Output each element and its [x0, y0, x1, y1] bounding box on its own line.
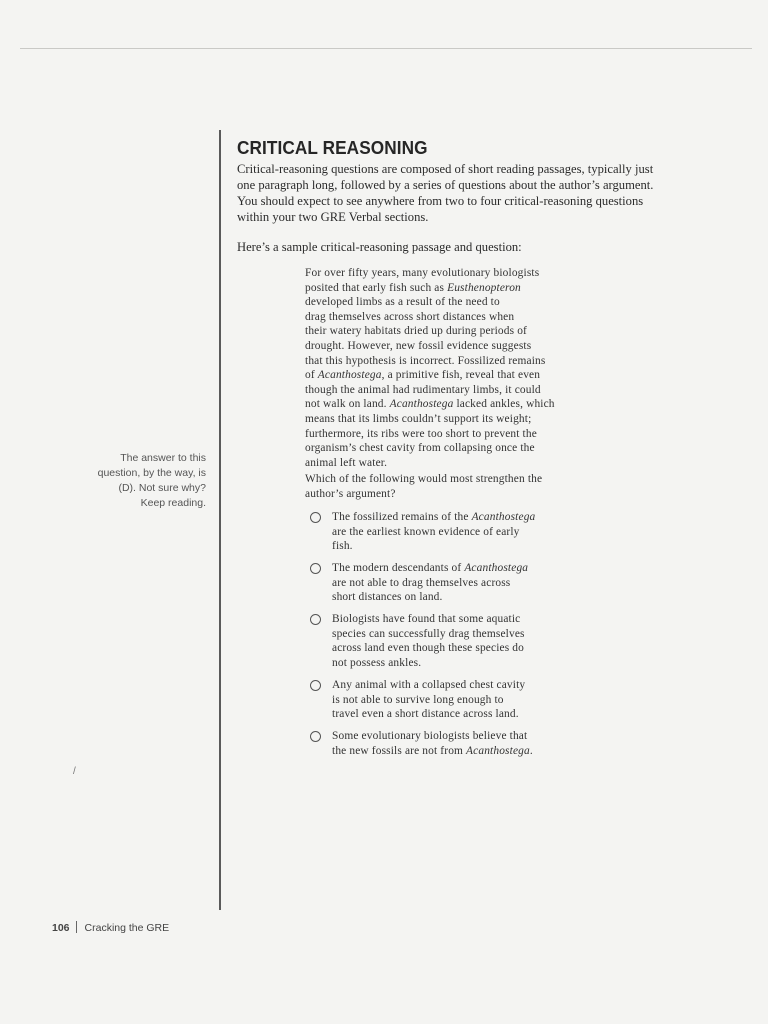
answer-choice-line: the new fossils are not from Acanthostega. [332, 744, 533, 757]
passage-line: though the animal had rudimentary limbs, it could [305, 383, 541, 396]
answer-choice-text [332, 510, 535, 554]
intro-line: Critical-reasoning questions are composed of short reading passages, typically just [237, 162, 654, 176]
passage-line: For over fifty years, many evolutionary biologists [305, 267, 540, 279]
passage-line: organism’s chest cavity from collapsing once the [305, 442, 535, 455]
answer-choice-text [332, 729, 533, 758]
passage-line: of Acanthostega, a primitive fish, reveal that even [305, 369, 541, 382]
answer-choice-line: short distances on land. [332, 591, 443, 604]
radio-circle-icon[interactable] [310, 731, 321, 742]
sidebar-note-line: The answer to this [120, 452, 206, 464]
answer-choice-line: Biologists have found that some aquatic [332, 613, 521, 625]
passage-line: that this hypothesis is incorrect. Fossilized remains [305, 354, 546, 367]
answer-choice-line: are not able to drag themselves across [332, 576, 511, 589]
answer-choice-line: fish. [332, 540, 353, 553]
page-number: 106 [52, 922, 70, 934]
passage-line: developed limbs as a result of the need to [305, 296, 500, 309]
radio-circle-icon[interactable] [310, 680, 321, 691]
intro-line: You should expect to see anywhere from two to four critical-reasoning questions [237, 194, 644, 208]
page-footer [52, 921, 169, 934]
sidebar-note [80, 451, 206, 511]
passage-line: furthermore, its ribs were too short to prevent the [305, 427, 537, 440]
italic-term: Acanthostega [389, 398, 454, 411]
sidebar-note-line: (D). Not sure why? [118, 482, 206, 494]
passage-line: means that its limbs couldn’t support its weight; [305, 412, 532, 425]
italic-term: Acanthostega [464, 562, 529, 574]
intro-paragraph [237, 161, 687, 225]
answer-choice-line: across land even though these species do [332, 642, 524, 655]
sidebar-note-line: Keep reading. [140, 497, 206, 509]
footer-divider [76, 921, 77, 933]
answer-choice-text [332, 678, 525, 722]
passage-line: drag themselves across short distances when [305, 310, 515, 323]
book-title: Cracking the GRE [84, 922, 170, 934]
answer-choice-text [332, 612, 525, 670]
sample-passage [305, 266, 625, 470]
header-rule [20, 48, 752, 49]
answer-choice-line: The fossilized remains of the Acanthostega [332, 511, 536, 523]
passage-line: posited that early fish such as Eusthenopteron [305, 281, 521, 294]
italic-term: Acanthostega [471, 511, 536, 523]
answer-choice-line: Some evolutionary biologists believe that [332, 730, 528, 742]
section-title: CRITICAL REASONING [237, 137, 428, 158]
italic-term: Eusthenopteron [447, 281, 521, 294]
answer-choice-line: are the earliest known evidence of early [332, 525, 520, 538]
italic-term: Acanthostega [466, 744, 530, 757]
italic-term: Acanthostega [317, 369, 382, 382]
answer-choice-line: is not able to survive long enough to [332, 693, 504, 706]
question-line: Which of the following would most strengthen the [305, 473, 543, 485]
radio-circle-icon[interactable] [310, 512, 321, 523]
intro-line: one paragraph long, followed by a series of questions about the author’s argument. [237, 178, 654, 192]
question-line: author’s argument? [305, 487, 396, 500]
passage-line: their watery habitats dried up during periods of [305, 325, 527, 338]
radio-circle-icon[interactable] [310, 614, 321, 625]
intro-line: within your two GRE Verbal sections. [237, 210, 429, 224]
radio-circle-icon[interactable] [310, 563, 321, 574]
question-stem [305, 472, 542, 501]
sidebar-note-line: question, by the way, is [97, 467, 206, 479]
answer-choice-line: not possess ankles. [332, 656, 422, 669]
column-divider [219, 130, 221, 910]
sample-lead-in: Here’s a sample critical-reasoning passage and question: [237, 240, 522, 254]
passage-line: not walk on land. Acanthostega lacked ankles, which [305, 398, 555, 411]
passage-line: drought. However, new fossil evidence suggests [305, 339, 532, 352]
answer-choice-line: travel even a short distance across land. [332, 708, 519, 721]
answer-choice-line: The modern descendants of Acanthostega [332, 562, 529, 574]
answer-choice-line: species can successfully drag themselves [332, 627, 525, 640]
stray-pen-mark: / [73, 766, 76, 777]
answer-choice-text [332, 561, 528, 605]
answer-choice-line: Any animal with a collapsed chest cavity [332, 679, 526, 691]
passage-line: animal left water. [305, 456, 388, 469]
